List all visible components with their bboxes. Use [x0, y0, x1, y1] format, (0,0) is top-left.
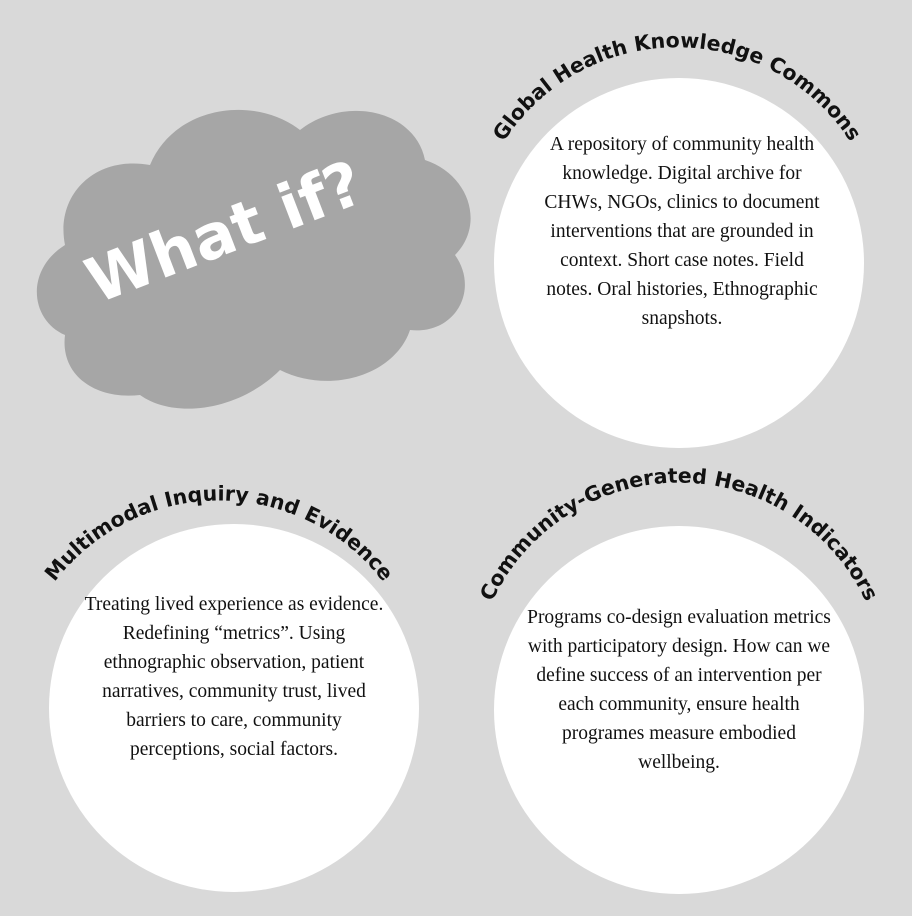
what-if-text: What if?	[75, 145, 373, 318]
title-health-indicators-text: Community-Generated Health Indicators	[475, 463, 884, 605]
health-indicators-description: Programs co-design evaluation metrics with participatory design. How can we define success of an intervention per each community, ensure health programes measure embodied wellbeing.	[527, 607, 831, 773]
title-knowledge-commons-text: Global Health Knowledge Commons	[487, 28, 867, 145]
multimodal-inquiry-description: Treating lived experience as evidence. Redefining “metrics”. Using ethnographic observation, patient narratives, community trust, lived barriers to care, community perceptions, social factors.	[84, 594, 384, 760]
title-multimodal-inquiry-text: Multimodal Inquiry and Evidence	[39, 481, 399, 586]
knowledge-commons-description: A repository of community health knowledge. Digital archive for CHWs, NGOs, clinics to document interventions that are grounded in context. Short case notes. Field notes. Oral histories, Ethnographic snapshots.	[544, 134, 820, 329]
